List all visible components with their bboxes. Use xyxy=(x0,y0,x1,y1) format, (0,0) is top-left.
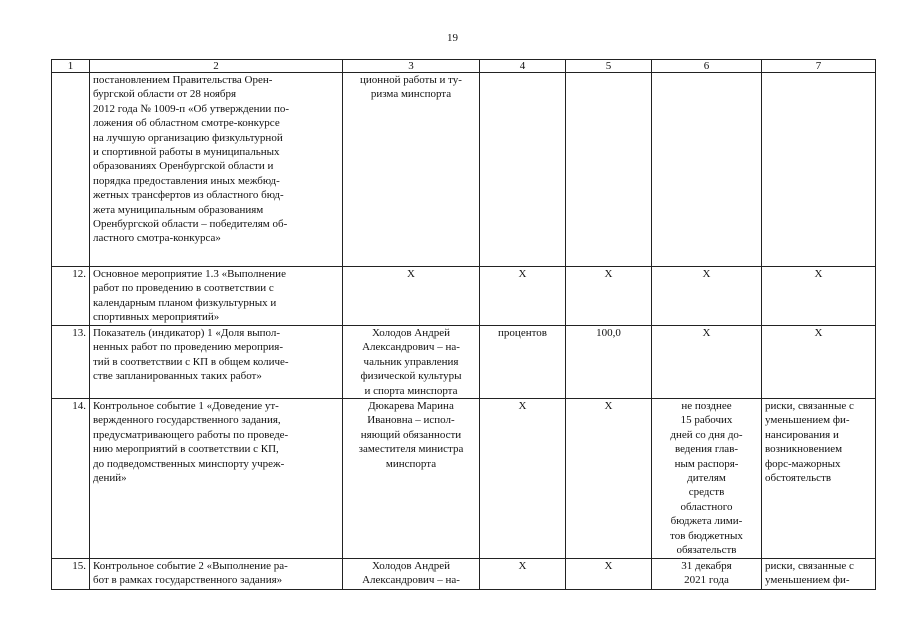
row-responsible: X xyxy=(343,267,480,326)
row-name: постановлением Правительства Орен- бургской области от 28 ноября 2012 года № 1009-п «Об утверждении по- ложения об областном смотре-конкурсе на лучшую организацию физкультурной и спортивной работы в муниципальных образованиях Оренбургской области и порядка предоставления иных межбюд- жетных трансфертов из областного бюд- жета муниципальным образованиям Оренбургской области – победителям об- ластного смотра-конкурса» xyxy=(90,73,343,267)
row-value: X xyxy=(566,558,652,589)
page-number: 19 xyxy=(447,32,458,44)
row-name: Контрольное событие 1 «Доведение ут- вержденного государственного задания, предусматривающего работы по проведе- нию мероприятий в соответствии с КП, до подведомственных минспорту учреж- дений» xyxy=(90,399,343,558)
row-number: 14. xyxy=(52,399,90,558)
row-value xyxy=(566,73,652,267)
header-cell: 2 xyxy=(90,60,343,73)
header-cell: 4 xyxy=(480,60,566,73)
row-number: 12. xyxy=(52,267,90,326)
table-row xyxy=(52,267,876,326)
row-responsible: Холодов Андрей Александрович – на- чальник управления физической культуры и спорта минспорта xyxy=(343,326,480,399)
row-number: 15. xyxy=(52,558,90,589)
row-deadline: X xyxy=(652,267,762,326)
table-row xyxy=(52,326,876,399)
table-row xyxy=(52,558,876,589)
row-deadline: не позднее 15 рабочих дней со дня до- ведения глав- ным распоря- дителям средств областного бюджета лими- тов бюджетных обязательств xyxy=(652,399,762,558)
row-unit: X xyxy=(480,558,566,589)
row-risks xyxy=(762,73,876,267)
row-deadline: X xyxy=(652,326,762,399)
row-deadline xyxy=(652,73,762,267)
row-responsible: Холодов Андрей Александрович – на- xyxy=(343,558,480,589)
row-name: Основное мероприятие 1.3 «Выполнение работ по проведению в соответствии с календарным планом физкультурных и спортивных мероприятий» xyxy=(90,267,343,326)
row-unit: процентов xyxy=(480,326,566,399)
row-risks: X xyxy=(762,267,876,326)
row-risks: риски, связанные с уменьшением фи- нансирования и возникновением форс-мажорных обстоятельств xyxy=(762,399,876,558)
row-unit: X xyxy=(480,399,566,558)
row-number xyxy=(52,73,90,267)
row-risks: X xyxy=(762,326,876,399)
row-name: Показатель (индикатор) 1 «Доля выпол- ненных работ по проведению мероприя- тий в соответствии с КП в общем количе- стве запланированных таких работ» xyxy=(90,326,343,399)
row-value: X xyxy=(566,267,652,326)
row-name: Контрольное событие 2 «Выполнение ра- бот в рамках государственного задания» xyxy=(90,558,343,589)
header-cell: 3 xyxy=(343,60,480,73)
row-deadline: 31 декабря 2021 года xyxy=(652,558,762,589)
header-cell: 7 xyxy=(762,60,876,73)
row-unit xyxy=(480,73,566,267)
table-row xyxy=(52,73,876,267)
row-number: 13. xyxy=(52,326,90,399)
header-cell: 5 xyxy=(566,60,652,73)
table-header-row xyxy=(52,60,876,73)
row-responsible: Дюкарева Марина Ивановна – испол- няющий обязанности заместителя министра минспорта xyxy=(343,399,480,558)
header-cell: 1 xyxy=(52,60,90,73)
plan-table xyxy=(51,59,876,590)
table-row xyxy=(52,399,876,558)
row-value: X xyxy=(566,399,652,558)
row-risks: риски, связанные с уменьшением фи- xyxy=(762,558,876,589)
header-cell: 6 xyxy=(652,60,762,73)
row-unit: X xyxy=(480,267,566,326)
row-value: 100,0 xyxy=(566,326,652,399)
row-responsible: ционной работы и ту- ризма минспорта xyxy=(343,73,480,267)
